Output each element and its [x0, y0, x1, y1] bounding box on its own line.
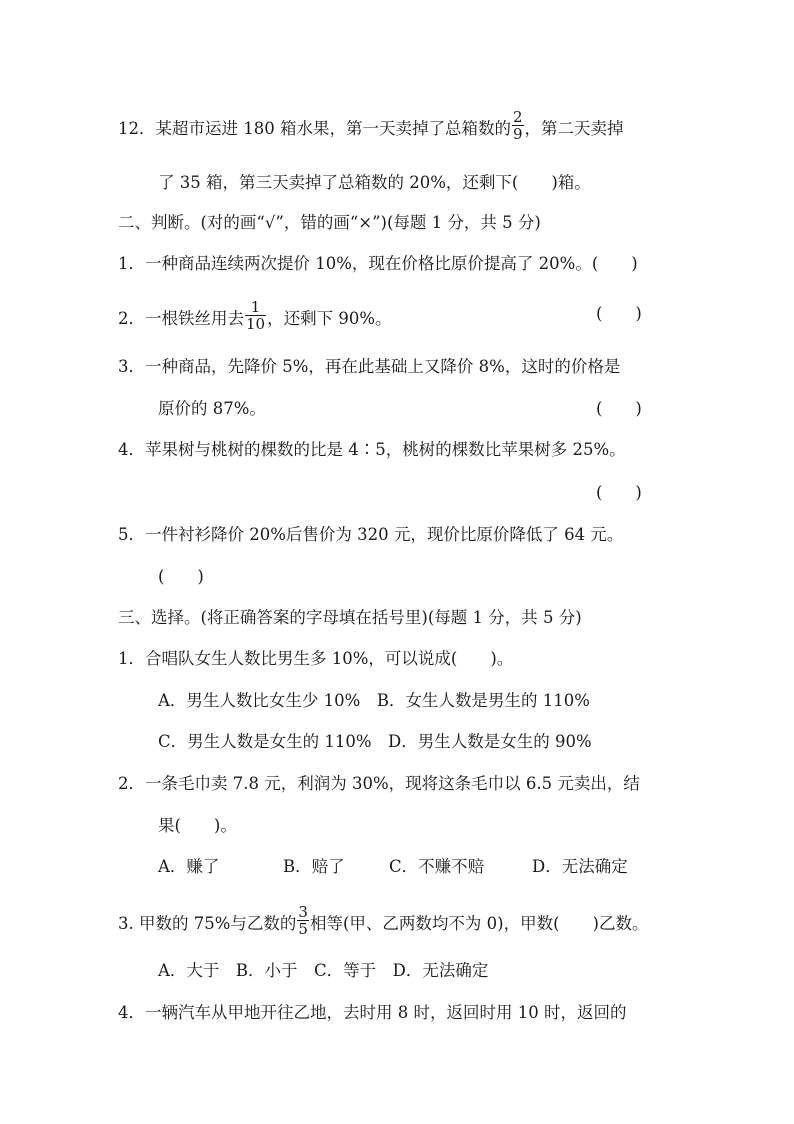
choice-q2-line1: 2．一条毛巾卖 7.8 元，利润为 30%，现将这条毛巾以 6.5 元卖出，结	[118, 774, 640, 793]
q12-line1: 12．某超市运进 180 箱水果，第一天卖掉了总箱数的 $\frac{2}{9}$ ，第二天卖掉	[118, 108, 624, 143]
fraction-3-5: $\frac{3}{5}$	[298, 903, 308, 938]
choice-q2-line2: 果( )。	[158, 816, 237, 835]
judge-q1: 1．一种商品连续两次提价 10%，现在价格比原价提高了 20%。( )	[118, 254, 638, 273]
section2-heading: 二、判断。(对的画“√”，错的画“×”)(每题 1 分，共 5 分)	[118, 213, 541, 232]
choice-q3-options: A．大于 B．小于 C．等于 D．无法确定	[158, 961, 489, 980]
choice-q2-option-a: A．赚了	[158, 857, 220, 876]
judge-q4-answer-paren[interactable]: ( )	[596, 483, 642, 502]
judge-q2-answer-paren[interactable]: ( )	[596, 304, 642, 323]
judge-q3-line1: 3．一种商品，先降价 5%，再在此基础上又降价 8%，这时的价格是	[118, 357, 621, 376]
judge-q5-answer-paren[interactable]: ( )	[158, 567, 204, 586]
choice-q1-options-ab: A．男生人数比女生少 10% B．女生人数是男生的 110%	[158, 691, 590, 710]
choice-q2-option-d: D．无法确定	[532, 857, 628, 876]
fraction-2-9: $\frac{2}{9}$	[512, 108, 523, 143]
choice-q3: 3. 甲数的 75%与乙数的 $\frac{3}{5}$ 相等(甲、乙两数均不为 0)，甲数( )乙数。	[118, 903, 649, 938]
judge-q4-line1: 4．苹果树与桃树的棵数的比是 4∶5，桃树的棵数比苹果树多 25%。	[118, 440, 626, 459]
judge-q3-answer-paren[interactable]: ( )	[596, 399, 642, 418]
judge-q2: 2．一根铁丝用去 $\frac{1}{10}$ ，还剩下 90%。	[118, 298, 392, 333]
judge-q5-line1: 5．一件衬衫降价 20%后售价为 320 元，现价比原价降低了 64 元。	[118, 525, 624, 544]
choice-q2-option-c: C．不赚不赔	[389, 857, 485, 876]
section3-heading: 三、选择。(将正确答案的字母填在括号里)(每题 1 分，共 5 分)	[118, 608, 582, 627]
q12-line2: 了 35 箱，第三天卖掉了总箱数的 20%，还剩下( )箱。	[158, 173, 591, 192]
choice-q1: 1．合唱队女生人数比男生多 10%，可以说成( )。	[118, 649, 514, 668]
choice-q1-options-cd: C．男生人数是女生的 110% D．男生人数是女生的 90%	[158, 732, 592, 751]
judge-q3-line2: 原价的 87%。	[158, 399, 266, 418]
choice-q2-option-b: B．赔了	[283, 857, 345, 876]
fraction-1-10: $\frac{1}{10}$	[246, 298, 266, 333]
choice-q4-line1: 4．一辆汽车从甲地开往乙地，去时用 8 时，返回时用 10 时，返回的	[118, 1003, 627, 1022]
